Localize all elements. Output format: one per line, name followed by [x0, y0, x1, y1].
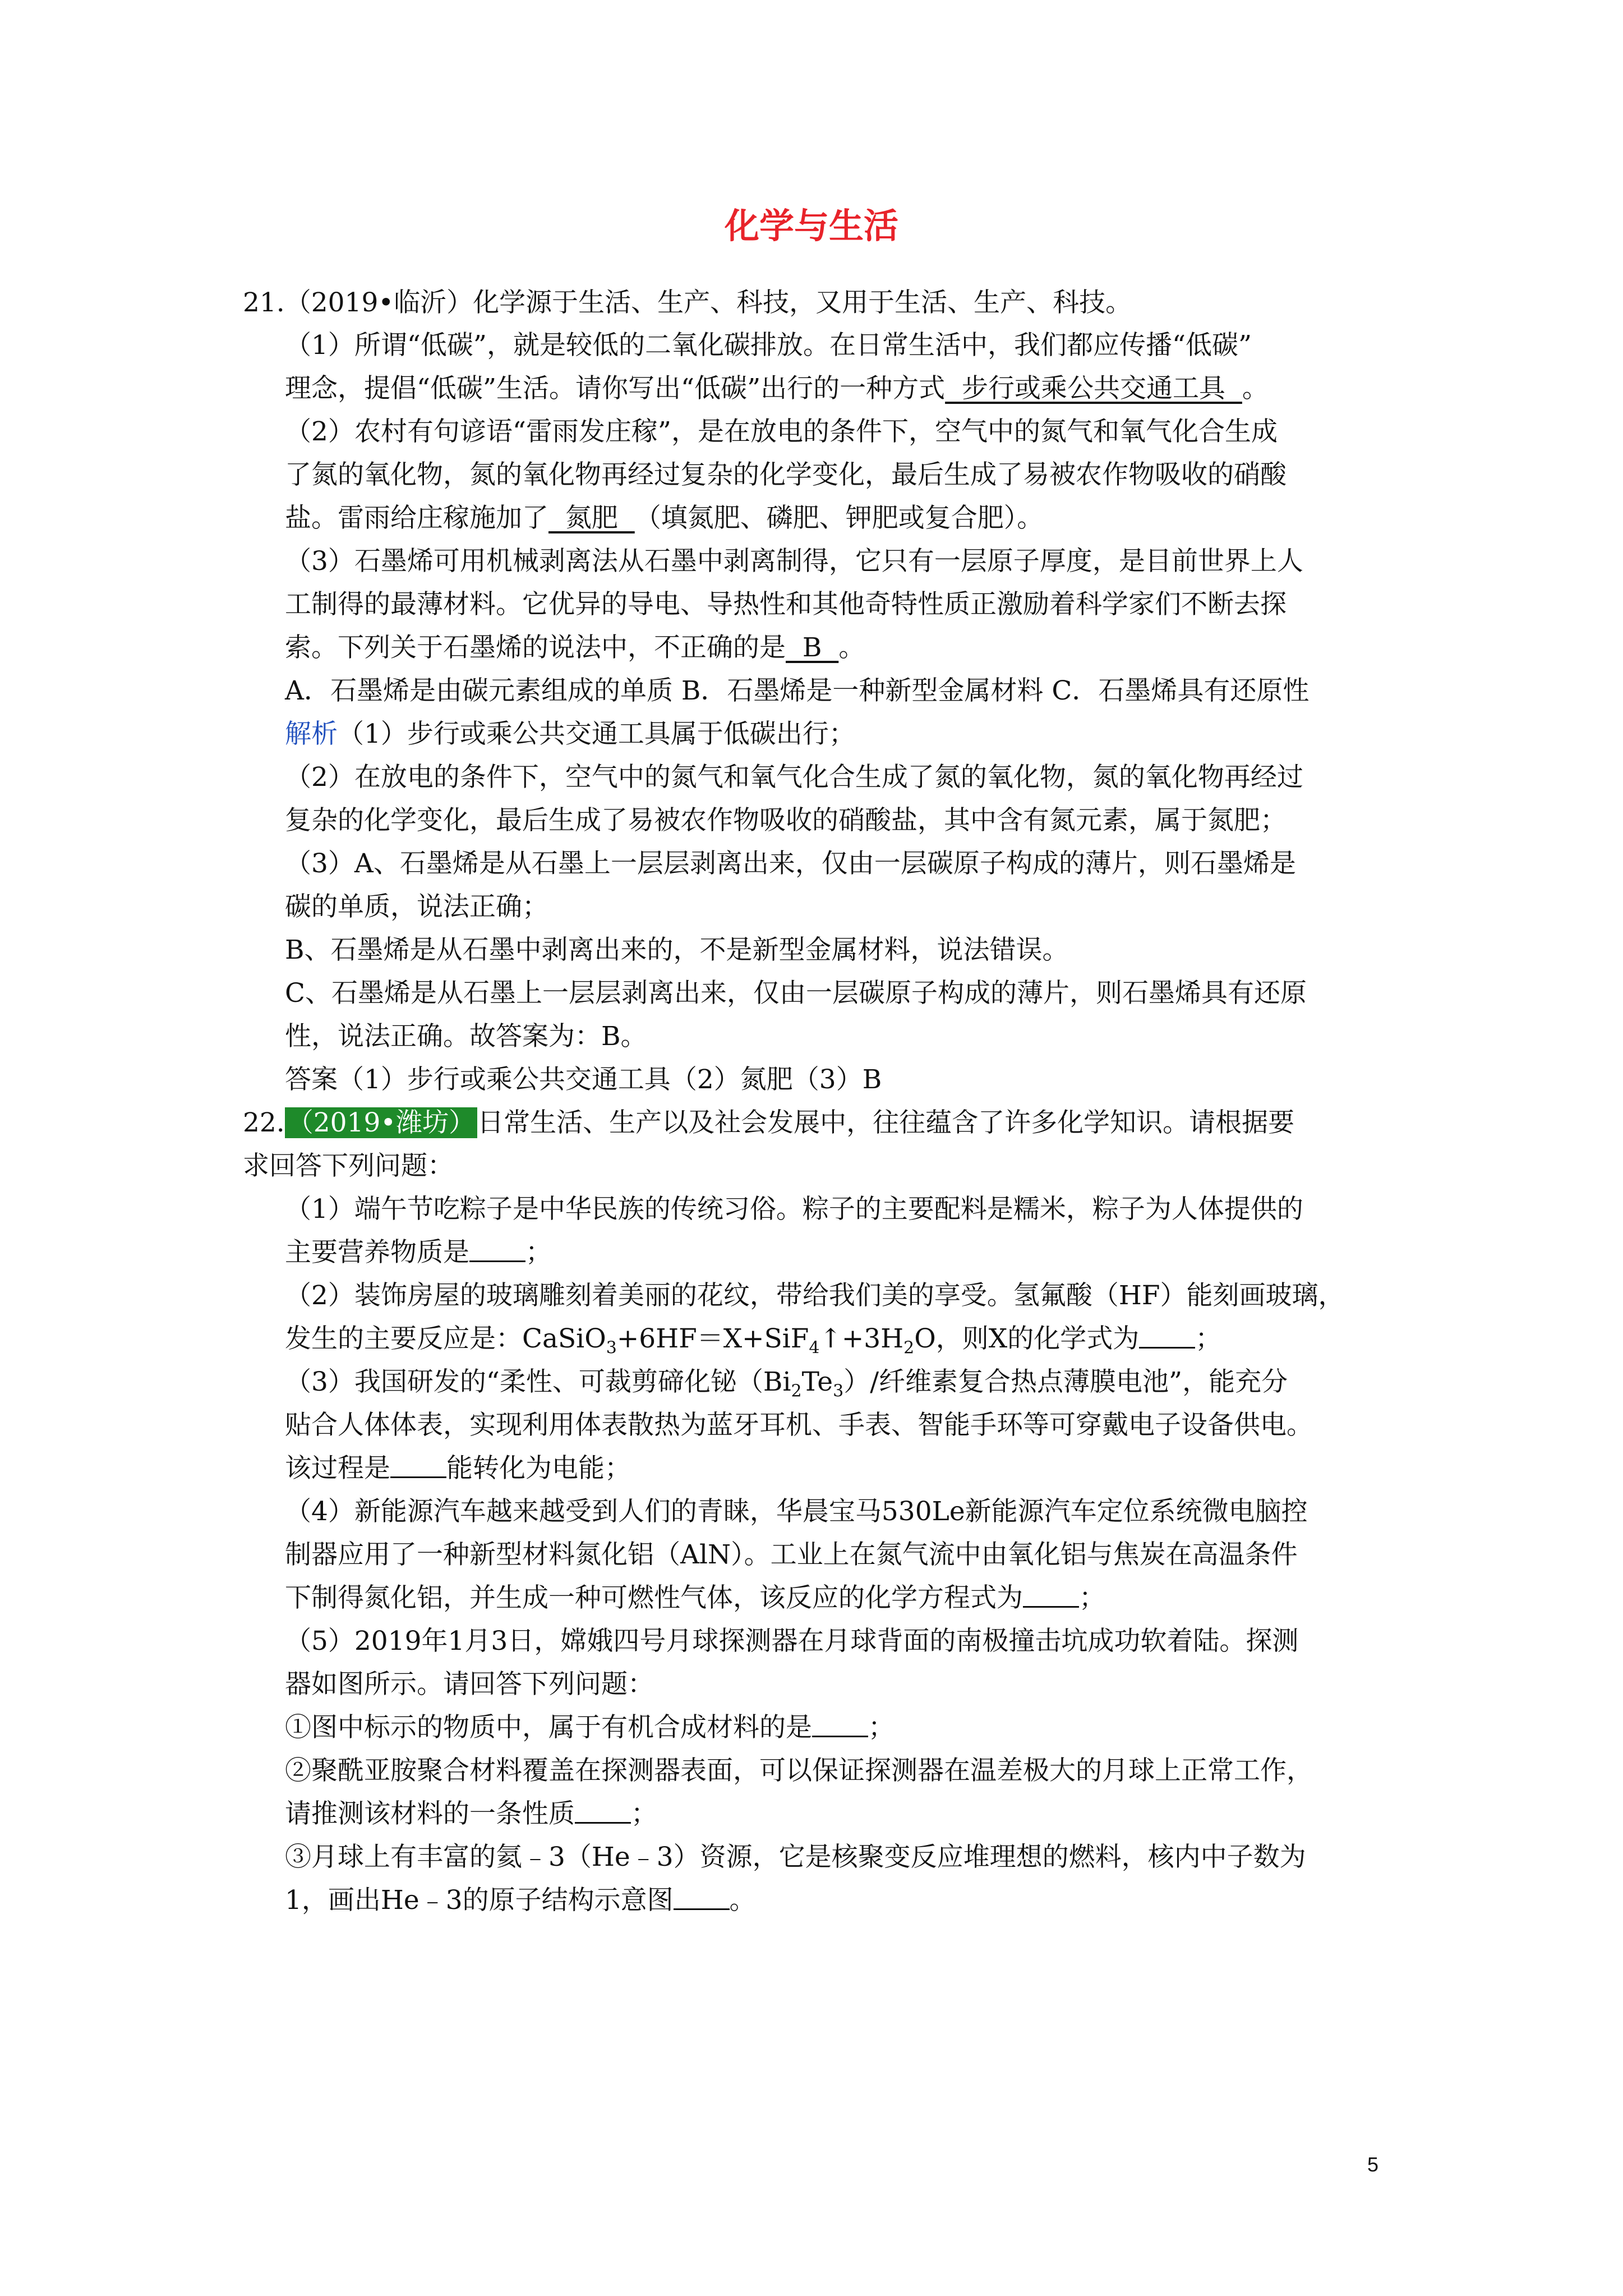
q21-analysis-3-cont: 碳的单质，说法正确； — [285, 891, 548, 922]
answer-blank[interactable] — [469, 1239, 525, 1262]
q22-part5-cont: 器如图所示。请回答下列问题： — [285, 1669, 654, 1700]
q21-analysis-c: C、石墨烯是从石墨上一层层剥离出来，仅由一层碳原子构成的薄片，则石墨烯具有还原 — [285, 978, 1307, 1009]
q21-part2-cont2: 盐。雷雨给庄稼施加了 氮肥 （填氮肥、磷肥、钾肥或复合肥）。 — [285, 503, 1044, 533]
q21-options: A．石墨烯是由碳元素组成的单质 B．石墨烯是一种新型金属材料 C．石墨烯具有还原性 — [285, 675, 1310, 706]
q21-analysis: 解析（1）步行或乘公共交通工具属于低碳出行； — [285, 719, 855, 749]
q21-analysis-b: B、石墨烯是从石墨中剥离出来的，不是新型金属材料，说法错误。 — [285, 935, 1069, 965]
q22-part3: （3）我国研发的“柔性、可裁剪碲化铋$(Bi_2Te_3)/$纤维素复合热点薄膜电池”，能充分 — [285, 1366, 1288, 1401]
answer-blank[interactable] — [1139, 1326, 1195, 1349]
q22-part5-sub3: ③月球上有丰富的氦﹣3（He﹣3）资源，它是核聚变反应堆理想的燃料，核内中子数为 — [285, 1842, 1306, 1872]
q22-part4-cont2: 下制得氮化铝，并生成一种可燃性气体，该反应的化学方程式为 ； — [285, 1582, 1105, 1613]
answer-blank[interactable] — [674, 1887, 730, 1910]
q22-stem-cont: 求回答下列问题： — [243, 1151, 454, 1181]
q22-part2-cont: 发生的主要反应是：$CaSiO_3+6HF=X+SiF_4↑+3H_2O$，则X的化学式为 ； — [285, 1323, 1222, 1358]
q21-part2-cont: 了氮的氧化物，氮的氧化物再经过复杂的化学变化，最后生成了易被农作物吸收的硝酸 — [285, 459, 1287, 490]
q22-part3-cont: 贴合人体体表，实现利用体表散热为蓝牙耳机、手表、智能手环等可穿戴电子设备供电。 — [285, 1410, 1313, 1441]
q22-part2: （2）装饰房屋的玻璃雕刻着美丽的花纹，带给我们美的享受。氢氟酸（HF）能刻画玻璃， — [285, 1280, 1345, 1311]
answer-blank[interactable] — [1023, 1585, 1079, 1608]
q21-analysis-3: （3）A、石墨烯是从石墨上一层层剥离出来，仅由一层碳原子构成的薄片，则石墨烯是 — [285, 848, 1296, 879]
q22-part4-cont: 制器应用了一种新型材料氮化铝（AlN）。工业上在氮气流中由氧化铝与焦炭在高温条件 — [285, 1539, 1298, 1570]
answer-blank[interactable] — [390, 1455, 446, 1478]
q22-part4: （4）新能源汽车越来越受到人们的青睐，华晨宝马530Le新能源汽车定位系统微电脑控 — [285, 1496, 1308, 1527]
q21-answer-2: 氮肥 — [548, 503, 635, 533]
q21-stem: 21.（2019•临沂）化学源于生活、生产、科技，又用于生活、生产、科技。 — [243, 287, 1132, 318]
q22-stem: 22.（2019•潍坊）日常生活、生产以及社会发展中，往往蕴含了许多化学知识。请根据要 — [243, 1107, 1295, 1138]
analysis-label: 解析 — [285, 719, 338, 749]
q22-part5: （5）2019年1月3日，嫦娥四号月球探测器在月球背面的南极撞击坑成功软着陆。探测 — [285, 1626, 1299, 1657]
answer-blank[interactable] — [575, 1801, 631, 1824]
source-tag: （2019•潍坊） — [285, 1107, 477, 1138]
q21-part1-cont: 理念，提倡“低碳”生活。请你写出“低碳”出行的一种方式 步行或乘公共交通工具 。 — [285, 373, 1269, 404]
q21-part2: （2）农村有句谚语“雷雨发庄稼”，是在放电的条件下，空气中的氮气和氧气化合生成 — [285, 416, 1278, 447]
q21-answer-3: B — [786, 632, 839, 663]
q21-answer-summary: 答案（1）步行或乘公共交通工具（2）氮肥（3）B — [285, 1064, 882, 1095]
q21-part3: （3）石墨烯可用机械剥离法从石墨中剥离制得，它只有一层原子厚度，是目前世界上人 — [285, 546, 1303, 577]
answer-blank[interactable] — [812, 1714, 868, 1737]
q22-part5-sub2-cont: 请推测该材料的一条性质 ； — [285, 1798, 657, 1829]
q21-answer-1: 步行或乘公共交通工具 — [945, 373, 1242, 404]
page-title: 化学与生活 — [724, 205, 898, 246]
q22-part1-cont: 主要营养物质是 ； — [285, 1237, 552, 1268]
q21-part1: （1）所谓“低碳”，就是较低的二氧化碳排放。在日常生活中，我们都应传播“低碳” — [285, 330, 1252, 361]
q22-part5-sub1: ①图中标示的物质中，属于有机合成材料的是 ； — [285, 1712, 895, 1743]
q21-analysis-2-cont: 复杂的化学变化，最后生成了易被农作物吸收的硝酸盐，其中含有氮元素，属于氮肥； — [285, 805, 1287, 836]
q22-part5-sub3-cont: 1，画出He﹣3的原子结构示意图 。 — [285, 1885, 756, 1916]
page-number: 5 — [1367, 2153, 1379, 2176]
q22-part3-cont2: 该过程是 能转化为电能； — [285, 1453, 631, 1484]
q21-analysis-c-cont: 性，说法正确。故答案为：B。 — [285, 1021, 647, 1052]
q22-part5-sub2: ②聚酰亚胺聚合材料覆盖在探测器表面，可以保证探测器在温差极大的月球上正常工作， — [285, 1755, 1313, 1786]
q21-part3-cont2: 索。下列关于石墨烯的说法中，不正确的是 B 。 — [285, 632, 865, 663]
q21-analysis-2: （2）在放电的条件下，空气中的氮气和氧气化合生成了氮的氧化物，氮的氧化物再经过 — [285, 762, 1303, 793]
q21-part3-cont: 工制得的最薄材料。它优异的导电、导热性和其他奇特性质正激励着科学家们不断去探 — [285, 589, 1287, 620]
q22-part1: （1）端午节吃粽子是中华民族的传统习俗。粽子的主要配料是糯米，粽子为人体提供的 — [285, 1194, 1303, 1225]
